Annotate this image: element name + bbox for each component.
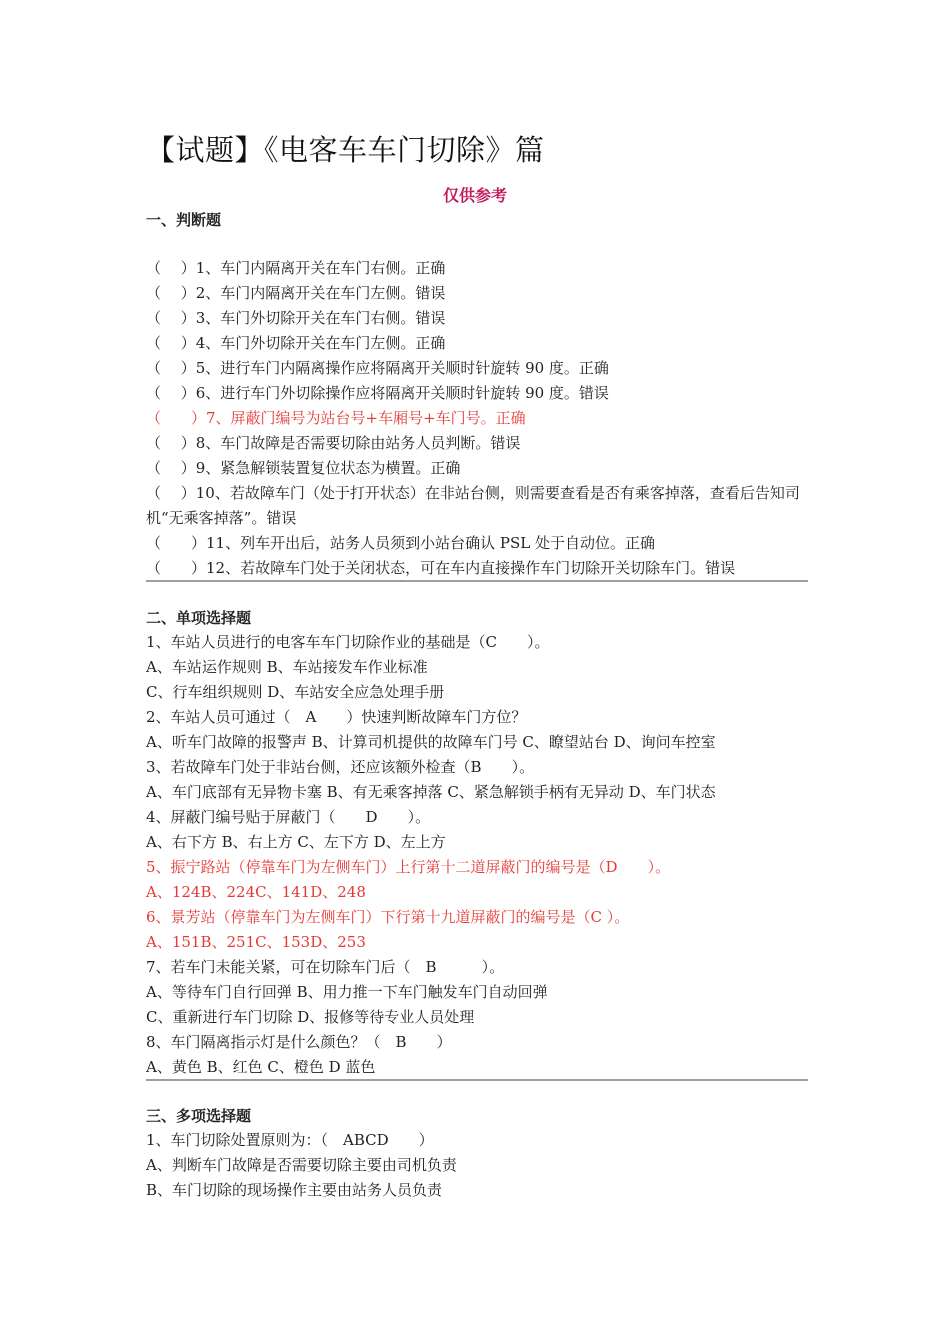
- single-item: 3、若故障车门处于非站台侧，还应该额外检查（B ）。: [146, 758, 535, 776]
- single-item: A、右下方 B、右上方 C、左下方 D、左上方: [146, 833, 446, 851]
- judge-item: （ ）5、进行车门内隔离操作应将隔离开关顺时针旋转 90 度。正确: [146, 359, 609, 377]
- multi-item: A、判断车门故障是否需要切除主要由司机负责: [146, 1156, 457, 1174]
- single-item: 1、车站人员进行的电客车车门切除作业的基础是（C ）。: [146, 633, 550, 651]
- judge-item: （ ）9、紧急解锁装置复位状态为横置。正确: [146, 459, 461, 477]
- single-item: C、重新进行车门切除 D、报修等待专业人员处理: [146, 1008, 475, 1026]
- judge-item: （ ）2、车门内隔离开关在车门左侧。错误: [146, 284, 446, 302]
- single-item: 4、屏蔽门编号贴于屏蔽门（ D ）。: [146, 808, 431, 826]
- section-heading-judge: 一、判断题: [146, 211, 222, 229]
- judge-item: （ ）11、列车开出后，站务人员须到小站台确认 PSL 处于自动位。正确: [146, 534, 655, 552]
- multi-item: B、车门切除的现场操作主要由站务人员负责: [146, 1181, 443, 1199]
- judge-item: （ ）8、车门故障是否需要切除由站务人员判断。错误: [146, 434, 521, 452]
- judge-item: （ ）12、若故障车门处于关闭状态，可在车内直接操作车门切除开关切除车门。错误: [146, 559, 736, 577]
- single-item: C、行车组织规则 D、车站安全应急处理手册: [146, 683, 445, 701]
- reference-note: 仅供参考: [442, 186, 507, 205]
- judge-item: （ ）6、进行车门外切除操作应将隔离开关顺时针旋转 90 度。错误: [146, 384, 609, 402]
- judge-item: （ ）1、车门内隔离开关在车门右侧。正确: [146, 259, 446, 277]
- single-item: A、等待车门自行回弹 B、用力推一下车门触发车门自动回弹: [146, 983, 548, 1001]
- document-title: 【试题】《电客车车门切除》篇: [146, 133, 545, 167]
- single-item-highlighted: 5、振宁路站（停靠车门为左侧车门）上行第十二道屏蔽门的编号是（D ）。: [146, 858, 671, 876]
- single-item: A、车门底部有无异物卡塞 B、有无乘客掉落 C、紧急解锁手柄有无异动 D、车门状态: [146, 783, 716, 801]
- judge-item-highlighted: （ ）7、屏蔽门编号为站台号+车厢号+车门号。正确: [146, 409, 526, 427]
- single-item: 7、若车门未能关紧，可在切除车门后（ B ）。: [146, 958, 505, 976]
- single-item: A、车站运作规则 B、车站接发车作业标准: [146, 658, 428, 676]
- single-item-highlighted: 6、景芳站（停靠车门为左侧车门）下行第十九道屏蔽门的编号是（C ）。: [146, 908, 630, 926]
- single-item: 8、车门隔离指示灯是什么颜色？（ B ）: [146, 1033, 452, 1051]
- single-item-highlighted: A、124B、224C、141D、248: [146, 883, 366, 901]
- single-item: A、黄色 B、红色 C、橙色 D 蓝色: [146, 1058, 376, 1076]
- single-item: 2、车站人员可通过（ A ）快速判断故障车门方位？: [146, 708, 527, 726]
- judge-item: （ ）3、车门外切除开关在车门右侧。错误: [146, 309, 446, 327]
- judge-item: （ ）4、车门外切除开关在车门左侧。正确: [146, 334, 446, 352]
- multi-item: 1、车门切除处置原则为：（ ABCD ）: [146, 1131, 434, 1149]
- single-item-highlighted: A、151B、251C、153D、253: [146, 933, 366, 951]
- section-divider: [146, 580, 808, 582]
- section-heading-multi: 三、多项选择题: [146, 1107, 252, 1125]
- judge-item: （ ）10、若故障车门（处于打开状态）在非站台侧，则需要查看是否有乘客掉落，查看后告知司机“无乘客掉落”。错误: [146, 484, 800, 527]
- section-heading-single: 二、单项选择题: [146, 609, 252, 627]
- single-item: A、听车门故障的报警声 B、计算司机提供的故障车门号 C、瞭望站台 D、询问车控室: [146, 733, 716, 751]
- section-divider: [146, 1079, 808, 1081]
